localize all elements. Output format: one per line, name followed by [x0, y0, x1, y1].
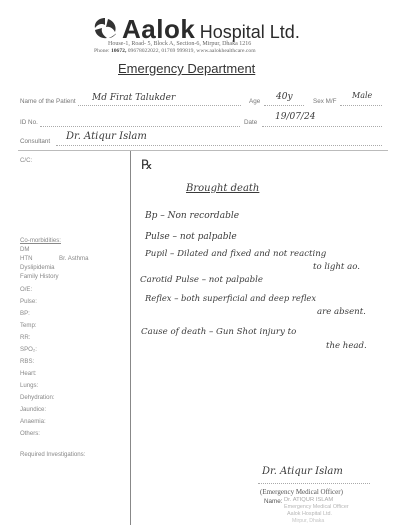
comorbidities-label: Co-morbidities:: [20, 237, 61, 244]
rx-line-cause-cont: the head.: [326, 341, 367, 351]
date-label: Date: [244, 119, 258, 126]
sidebar-item-dm: DM: [20, 246, 30, 253]
rx-line-pupil-cont: to light ao.: [313, 262, 360, 272]
phone-prefix: Phone:: [94, 48, 110, 54]
sidebar-item-spo2: SPO₂:: [20, 346, 37, 353]
sidebar-item-pulse: Pulse:: [20, 298, 37, 305]
rx-line-pulse: Pulse – not palpable: [145, 232, 237, 242]
sidebar-item-bp: BP:: [20, 310, 30, 317]
rx-line-reflex-cont: are absent.: [317, 307, 366, 317]
doctor-signature: Dr. Atiqur Islam: [262, 466, 343, 477]
consultant-label: Consultant: [20, 138, 51, 145]
sidebar-item-anaemia: Anaemia:: [20, 418, 46, 425]
date-line: [262, 126, 382, 127]
sidebar-item-family-history: Family History: [20, 273, 59, 280]
rx-line-carotid: Carotid Pulse – not palpable: [140, 275, 263, 285]
age-label: Age: [249, 98, 261, 105]
sidebar-item-htn: HTN: [20, 255, 33, 262]
sidebar-item-rbs: RBS:: [20, 358, 35, 365]
patient-name-line: [78, 105, 241, 106]
stamp-org: Aalok Hospital Ltd.: [287, 511, 332, 517]
hospital-address: House-1, Road- 5, Block A, Section-6, Mirpur, Dhaka 1216: [108, 41, 252, 47]
id-line: [40, 126, 240, 127]
id-label: ID No.: [20, 119, 38, 126]
sidebar-item-oe: O/E:: [20, 286, 33, 293]
rx-symbol: ℞: [141, 158, 153, 173]
rx-line-cause: Cause of death – Gun Shot injury to: [141, 327, 297, 337]
sidebar-item-jaundice: Jaundice:: [20, 406, 47, 413]
sex-value: Male: [352, 91, 373, 100]
phone-reg: 10672,: [110, 48, 127, 54]
name-label: Name:: [264, 498, 283, 505]
patient-name-value: Md Firat Talukder: [92, 93, 176, 103]
rx-line-pupil: Pupil – Dilated and fixed and not reacting: [145, 249, 327, 259]
sex-label: Sex M/F: [313, 98, 337, 105]
sex-line: [340, 105, 382, 106]
consultant-line: [56, 145, 382, 146]
rx-line-bp: Bp – Non recordable: [145, 211, 240, 221]
sidebar-item-others: Others:: [20, 430, 40, 437]
sidebar-item-lungs: Lungs:: [20, 382, 39, 389]
rx-line-reflex: Reflex – both superficial and deep reflex: [145, 293, 317, 303]
cc-label: C/C:: [20, 157, 33, 164]
stamp-name: Dr. ATIQUR ISLAM: [284, 497, 334, 503]
stamp-place: Mirpur, Dhaka: [292, 518, 325, 524]
hospital-phone: [94, 48, 256, 54]
stamp-role: Emergency Medical Officer: [284, 504, 349, 510]
column-divider: [130, 151, 131, 525]
sidebar-item-dyslipidemia: Dyslipidemia: [20, 264, 55, 271]
sidebar-item-heart: Heart:: [20, 370, 37, 377]
department-title: Emergency Department: [118, 61, 256, 76]
sidebar-item-dehydration: Dehydration:: [20, 394, 55, 401]
age-line: [264, 105, 304, 106]
hospital-name-rest: Hospital Ltd.: [199, 22, 300, 42]
date-value: 19/07/24: [275, 112, 316, 122]
investigations-label: Required Investigations:: [20, 451, 86, 458]
sidebar-item-asthma: Br. Asthma: [59, 255, 89, 262]
sidebar-item-rr: RR:: [20, 334, 31, 341]
rx-title: Brought death: [186, 183, 260, 194]
age-value: 40y: [276, 92, 293, 102]
officer-label: (Emergency Medical Officer): [260, 488, 343, 496]
phone-rest: 09678022022, 01769 999819, www.aalokhealthcare.com: [127, 48, 256, 54]
hospital-logo-icon: [92, 16, 118, 40]
consultant-value: Dr. Atiqur Islam: [66, 131, 147, 142]
signature-line: [258, 483, 370, 484]
sidebar-item-temp: Temp:: [20, 322, 37, 329]
patient-name-label: Name of the Patient: [20, 98, 76, 105]
header-divider: [18, 150, 388, 151]
hospital-name-bold: Aalok: [122, 14, 196, 44]
